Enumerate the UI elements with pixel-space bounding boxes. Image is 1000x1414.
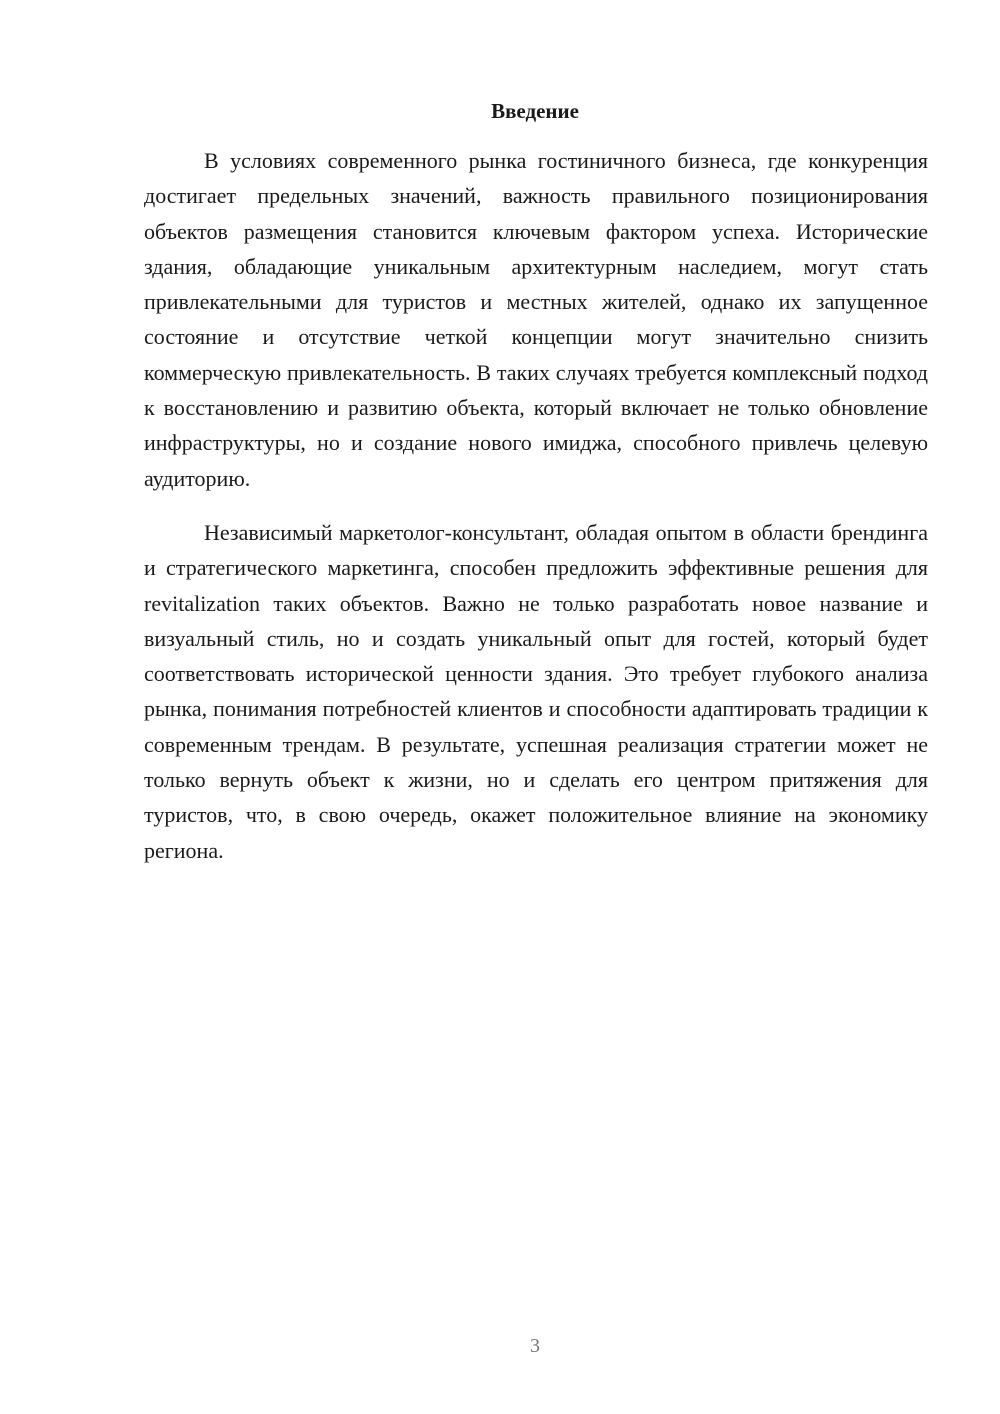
paragraph-1: В условиях современного рынка гостиничного бизнеса, где конкуренция достигает предельных значений, важность правильного позиционирования объектов размещения становится ключевым фактором успеха. Исторические здания, обладающие уникальным архитектурным наследием, могут стать привлекательными для туристов и местных жителей, однако их запущенное состояние и отсутствие четкой концепции могут значительно снизить коммерческую привлекательность. В таких случаях требуется комплексный подход к восстановлению и развитию объекта, который включает не только обновление инфраструктуры, но и создание нового имиджа, способного привлечь целевую аудиторию. <box>144 148 928 491</box>
body-text <box>144 143 928 887</box>
paragraph-2: Независимый маркетолог-консультант, обладая опытом в области брендинга и стратегического маркетинга, способен предложить эффективные решения для revitalization таких объектов. Важно не только разработать новое название и визуальный стиль, но и создать уникальный опыт для гостей, который будет соответствовать исторической ценности здания. Это требует глубокого анализа рынка, понимания потребностей клиентов и способности адаптировать традиции к современным трендам. В результате, успешная реализация стратегии может не только вернуть объект к жизни, но и сделать его центром притяжения для туристов, что, в свою очередь, окажет положительное влияние на экономику региона. <box>144 519 928 863</box>
page-number: 3 <box>530 1335 540 1357</box>
section-heading: Введение <box>491 99 579 123</box>
